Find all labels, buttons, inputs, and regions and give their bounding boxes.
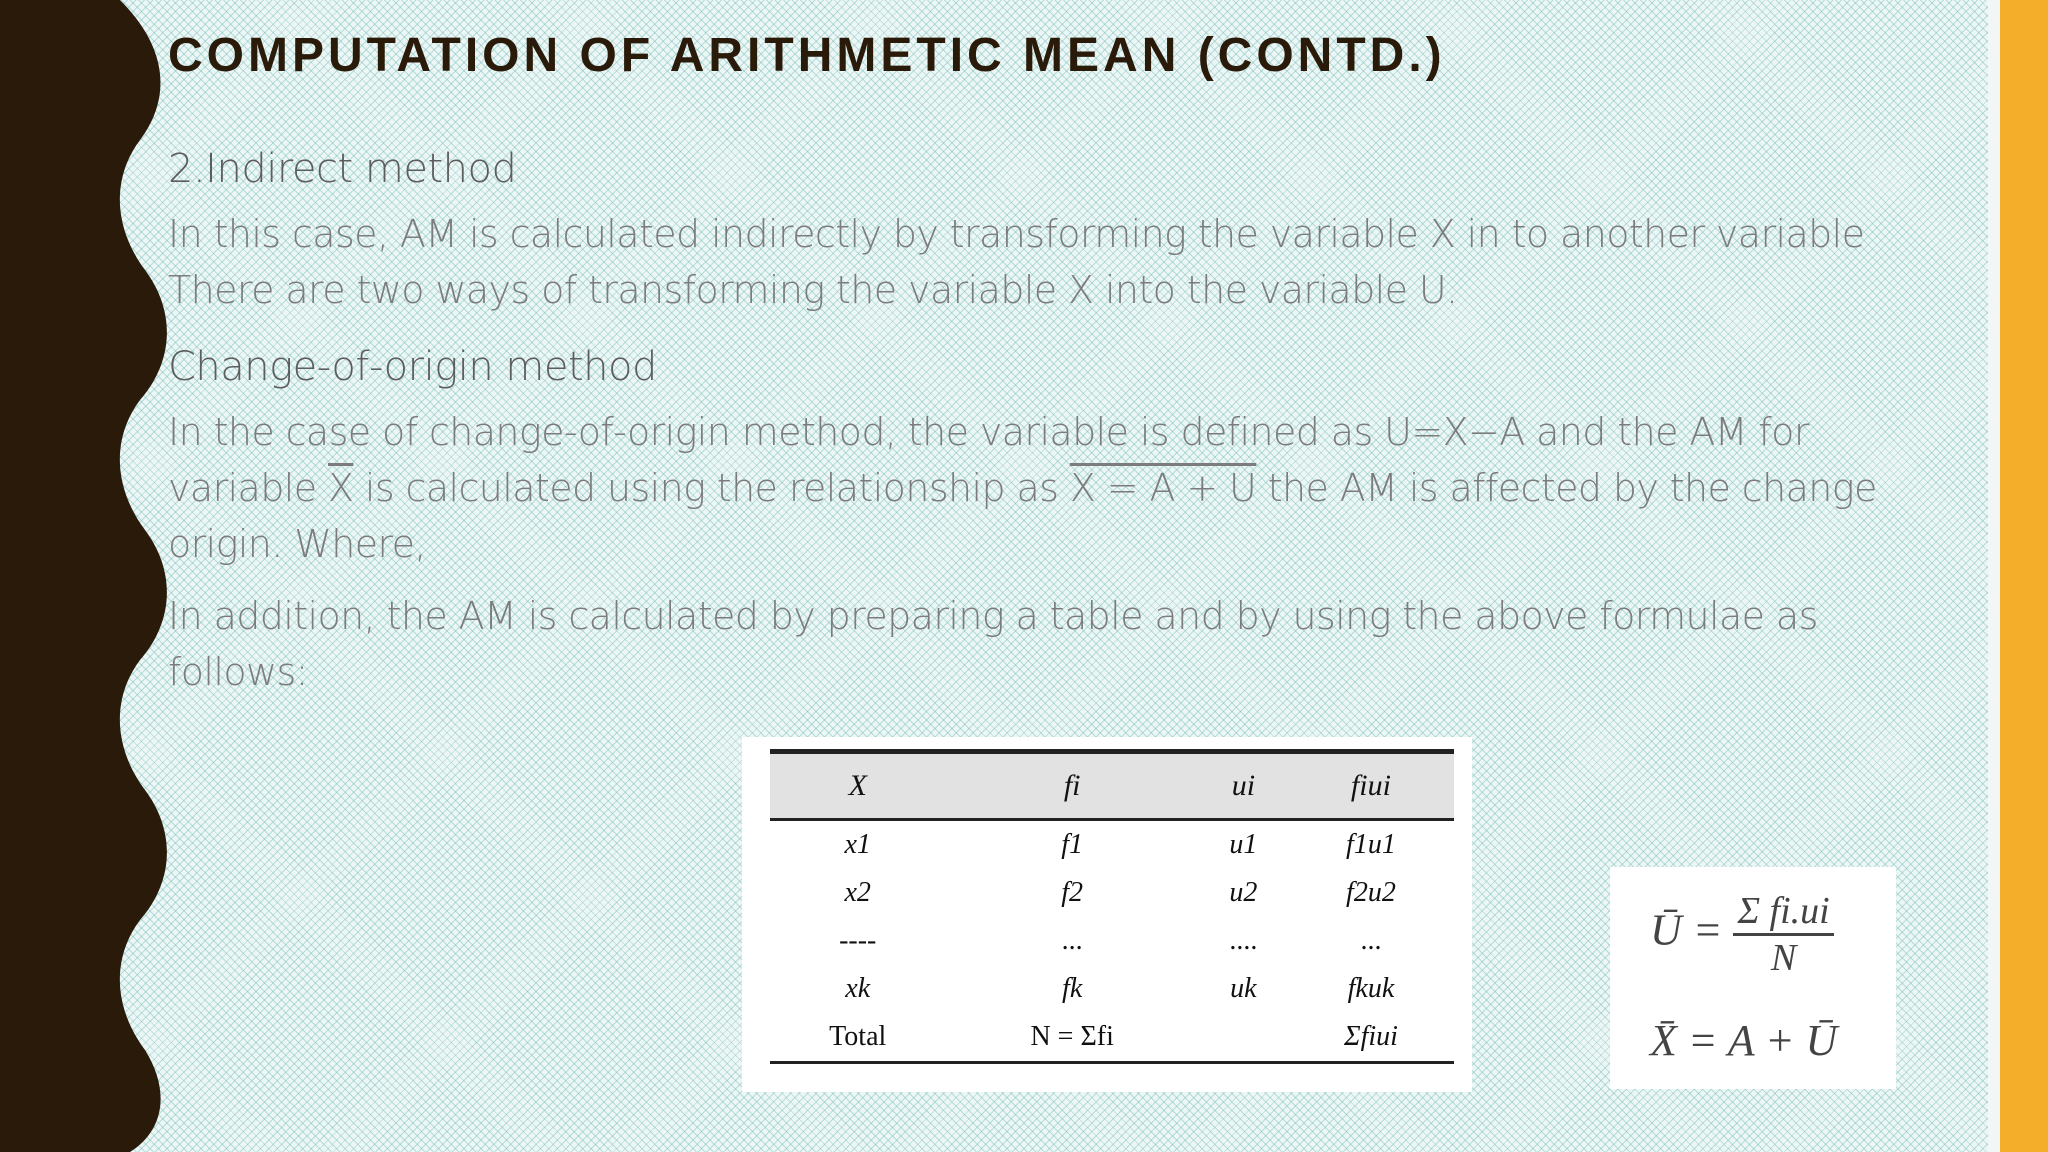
paragraph-1-line-2: There are two ways of transforming the variable X into the variable U. xyxy=(168,268,1458,312)
table-row xyxy=(770,965,1454,1013)
table-cell: .... xyxy=(1229,925,1258,956)
u-bar-numerator: Σ fi.ui xyxy=(1733,889,1833,936)
table-row xyxy=(770,869,1454,917)
change-of-origin-heading: Change-of-origin method xyxy=(168,344,657,390)
slide-title: COMPUTATION OF ARITHMETIC MEAN (CONTD.) xyxy=(168,29,1446,82)
paragraph-2-line-3: origin. Where, xyxy=(168,522,426,566)
frequency-table-image xyxy=(742,737,1472,1092)
table-cell xyxy=(1199,1013,1288,1063)
p2-segment-a: variable xyxy=(168,466,328,510)
table-total-row xyxy=(770,1013,1454,1063)
left-wavy-band xyxy=(0,0,180,1152)
p2-x-variable: $\overline{X}$ xyxy=(327,466,354,510)
p2-relationship-equation: X = A + U xyxy=(1069,466,1257,510)
table-cell: ... xyxy=(1061,925,1083,956)
table-row xyxy=(770,820,1454,870)
table-cell: Σfiui xyxy=(1288,1013,1454,1063)
u-bar-denominator: N xyxy=(1770,937,1797,979)
paragraph-1-line-1: In this case, AM is calculated indirectly by transforming the variable X in to another variable xyxy=(168,212,1865,256)
u-bar-fraction xyxy=(1733,889,1833,980)
formula-image xyxy=(1610,867,1896,1089)
table-header-row xyxy=(770,752,1454,820)
paragraph-3-line-2: follows: xyxy=(168,650,308,694)
p2-segment-c: the AM is affected by the change xyxy=(1256,466,1877,510)
u-bar-formula xyxy=(1650,889,1834,980)
table-cell: f1u1 xyxy=(1346,829,1396,860)
table-header-cell: ui xyxy=(1199,752,1288,820)
paragraph-3-line-1: In addition, the AM is calculated by preparing a table and by using the above formulae as xyxy=(168,594,1818,638)
table-cell: xk xyxy=(845,973,871,1004)
table-cell: ---- xyxy=(839,925,877,956)
table-cell: u2 xyxy=(1229,877,1258,908)
indirect-method-heading: 2.Indirect method xyxy=(168,146,517,192)
x-bar-formula: X̄ = A + Ū xyxy=(1650,1016,1838,1065)
p2-segment-b: is calculated using the relationship as xyxy=(353,466,1070,510)
table-cell: u1 xyxy=(1229,829,1258,860)
table-cell: f2u2 xyxy=(1346,877,1396,908)
table-cell: Total xyxy=(770,1013,945,1063)
table-cell: fkuk xyxy=(1347,973,1395,1004)
paragraph-2-line-2 xyxy=(168,460,1877,516)
table-header-cell: X xyxy=(770,752,945,820)
table-cell: ... xyxy=(1360,925,1382,956)
table-cell: x2 xyxy=(844,877,871,908)
table-cell: fk xyxy=(1062,973,1083,1004)
table-cell: f1 xyxy=(1061,829,1084,860)
table-header-cell: fi xyxy=(945,752,1198,820)
table-row xyxy=(770,917,1454,965)
right-divider xyxy=(1988,0,2000,1152)
table-header-cell: fiui xyxy=(1288,752,1454,820)
u-bar-lhs: Ū = xyxy=(1650,905,1723,955)
table-cell: uk xyxy=(1230,973,1257,1004)
paragraph-2-line-1: In the case of change-of-origin method, the variable is defined as U=X−A and the AM for xyxy=(168,410,1809,454)
table-cell: f2 xyxy=(1061,877,1084,908)
table-cell: N = Σfi xyxy=(945,1013,1198,1063)
frequency-table xyxy=(770,749,1454,1064)
table-cell: x1 xyxy=(844,829,871,860)
right-accent-bar xyxy=(2000,0,2048,1152)
